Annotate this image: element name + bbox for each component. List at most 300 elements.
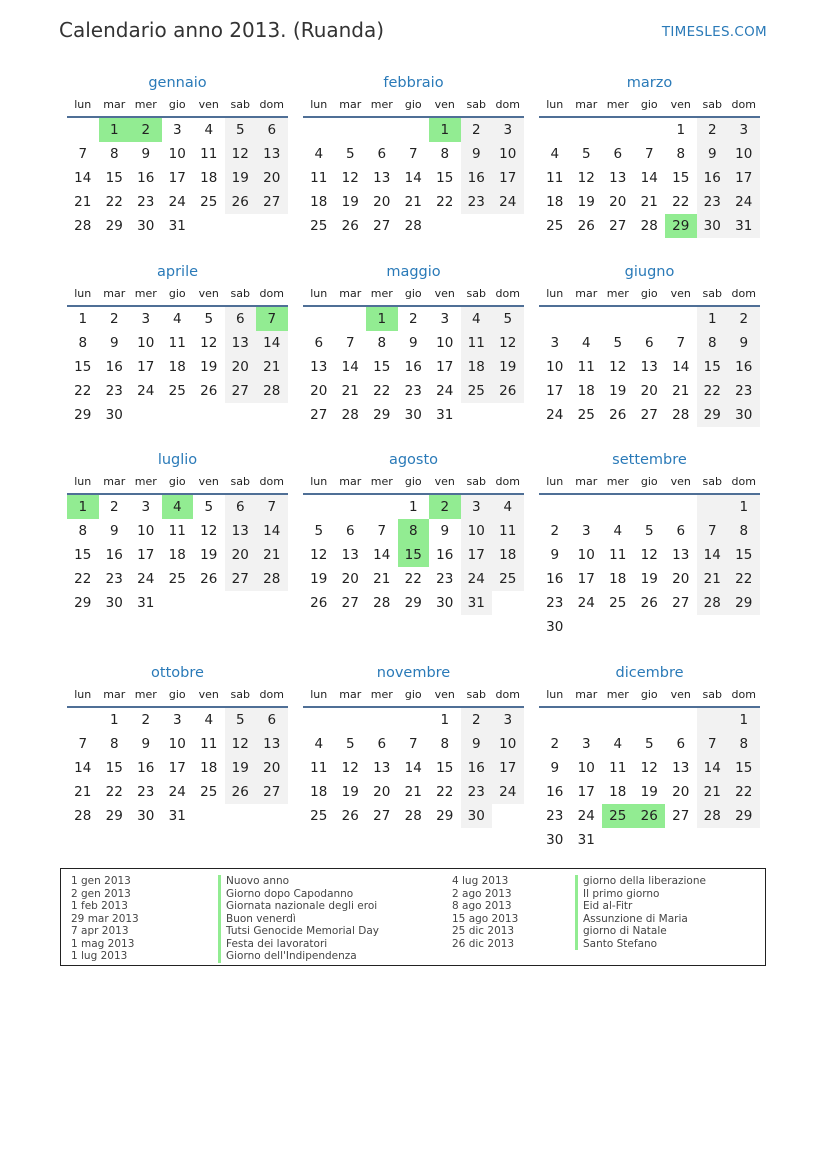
- day-cell: 5: [204, 499, 214, 515]
- day-cell: 26: [225, 190, 257, 214]
- day-cell: 8: [109, 146, 119, 162]
- day-cell: 11: [546, 170, 564, 186]
- day-cell: 26: [200, 571, 218, 587]
- legend-date: 1 lug 2013: [71, 950, 128, 962]
- day-cell: 15: [436, 760, 454, 776]
- day-cell: 4: [613, 736, 623, 752]
- day-cell: 26: [310, 595, 328, 611]
- weekday-label: sab: [702, 287, 722, 300]
- weekday-label: lun: [74, 688, 92, 701]
- day-cell: 13: [310, 359, 328, 375]
- day-cell: 9: [697, 142, 729, 166]
- day-cell: 15: [728, 543, 760, 567]
- weekday-label: mar: [103, 287, 126, 300]
- weekday-label: dom: [495, 98, 520, 111]
- day-cell: 24: [728, 190, 760, 214]
- legend-date: 26 dic 2013: [452, 937, 515, 950]
- day-cell: 2: [550, 736, 560, 752]
- day-cell: 16: [728, 355, 760, 379]
- weekday-header: [67, 471, 288, 495]
- day-cell: 7: [78, 736, 88, 752]
- day-cell: 7: [408, 736, 418, 752]
- day-cell: 22: [105, 784, 123, 800]
- weekday-label: mer: [370, 287, 393, 300]
- day-cell: 16: [137, 170, 155, 186]
- day-cell: 12: [492, 331, 524, 355]
- weekday-label: sab: [702, 98, 722, 111]
- day-grid: [303, 118, 524, 238]
- weekday-header: [539, 471, 760, 495]
- day-cell: 8: [697, 331, 729, 355]
- day-cell: 15: [672, 170, 690, 186]
- day-cell: 6: [613, 146, 623, 162]
- month-febbraio: [303, 72, 524, 238]
- day-cell: 2: [697, 118, 729, 142]
- day-cell: 9: [550, 760, 560, 776]
- weekday-label: lun: [310, 688, 328, 701]
- day-grid: [67, 495, 288, 615]
- weekday-label: gio: [168, 688, 186, 701]
- day-cell: 28: [697, 591, 729, 615]
- day-cell: 21: [256, 543, 288, 567]
- weekday-label: dom: [259, 287, 284, 300]
- day-cell: 11: [492, 519, 524, 543]
- day-cell: 14: [404, 170, 422, 186]
- day-cell: 11: [310, 760, 328, 776]
- day-cell: 13: [341, 547, 359, 563]
- day-cell: 21: [74, 194, 92, 210]
- weekday-header: [303, 471, 524, 495]
- empty-cell: [256, 214, 288, 238]
- empty-cell: [303, 118, 335, 142]
- day-cell: 16: [105, 359, 123, 375]
- legend-holiday-name: Eid al-Fitr: [575, 900, 706, 913]
- day-grid: [67, 708, 288, 828]
- month-agosto: [303, 449, 524, 615]
- weekday-label: mer: [370, 98, 393, 111]
- day-cell: 3: [440, 311, 450, 327]
- day-cell: 20: [341, 571, 359, 587]
- day-cell: 13: [373, 760, 391, 776]
- day-cell: 23: [137, 784, 155, 800]
- weekday-header: [303, 94, 524, 118]
- day-cell: 7: [697, 519, 729, 543]
- day-cell: 26: [200, 383, 218, 399]
- holiday-legend: [60, 868, 766, 966]
- weekday-label: sab: [230, 475, 250, 488]
- day-cell: 28: [74, 808, 92, 824]
- day-cell: 29: [105, 808, 123, 824]
- day-cell: 17: [492, 756, 524, 780]
- day-cell: 27: [225, 379, 257, 403]
- weekday-label: dom: [495, 688, 520, 701]
- day-cell: 23: [546, 808, 564, 824]
- weekday-label: gio: [404, 688, 422, 701]
- day-cell: 8: [440, 736, 450, 752]
- day-cell: 1: [67, 495, 99, 519]
- empty-cell: [602, 708, 634, 732]
- weekday-header: [303, 684, 524, 708]
- brand-link[interactable]: TIMESLES.COM: [661, 24, 767, 40]
- day-cell: 11: [168, 335, 186, 351]
- day-cell: 7: [256, 307, 288, 331]
- empty-cell: [366, 495, 398, 519]
- legend-holiday-name: giorno della liberazione: [575, 875, 706, 888]
- weekday-label: gio: [168, 475, 186, 488]
- weekday-label: lun: [546, 98, 564, 111]
- day-cell: 3: [492, 708, 524, 732]
- day-cell: 28: [74, 218, 92, 234]
- day-cell: 6: [644, 335, 654, 351]
- day-cell: 22: [728, 567, 760, 591]
- weekday-label: mar: [339, 98, 362, 111]
- empty-cell: [492, 591, 524, 615]
- day-cell: 29: [105, 218, 123, 234]
- day-cell: 8: [78, 523, 88, 539]
- empty-cell: [539, 307, 571, 331]
- empty-cell: [130, 403, 162, 427]
- weekday-label: mar: [103, 98, 126, 111]
- weekday-label: mer: [370, 475, 393, 488]
- day-cell: 27: [225, 567, 257, 591]
- day-cell: 4: [162, 495, 194, 519]
- month-aprile: [67, 261, 288, 427]
- day-cell: 10: [168, 146, 186, 162]
- day-cell: 23: [461, 780, 493, 804]
- day-cell: 16: [137, 760, 155, 776]
- weekday-label: mar: [103, 475, 126, 488]
- weekday-label: mar: [339, 287, 362, 300]
- day-cell: 3: [581, 523, 591, 539]
- day-cell: 22: [74, 571, 92, 587]
- empty-cell: [697, 495, 729, 519]
- month-title: agosto: [388, 452, 439, 468]
- day-cell: 14: [373, 547, 391, 563]
- month-title: maggio: [386, 264, 441, 280]
- empty-cell: [634, 708, 666, 732]
- day-grid: [67, 307, 288, 427]
- day-cell: 10: [436, 335, 454, 351]
- day-cell: 4: [204, 122, 214, 138]
- weekday-label: ven: [198, 475, 219, 488]
- day-cell: 9: [408, 335, 418, 351]
- empty-cell: [193, 591, 225, 615]
- day-cell: 30: [436, 595, 454, 611]
- day-cell: 14: [256, 519, 288, 543]
- weekday-label: ven: [434, 98, 455, 111]
- day-cell: 10: [492, 142, 524, 166]
- day-cell: 28: [640, 218, 658, 234]
- weekday-label: ven: [198, 98, 219, 111]
- day-cell: 9: [550, 547, 560, 563]
- day-cell: 16: [461, 756, 493, 780]
- month-title: luglio: [157, 452, 198, 468]
- day-cell: 22: [436, 194, 454, 210]
- weekday-label: sab: [702, 475, 722, 488]
- day-cell: 14: [341, 359, 359, 375]
- day-cell: 28: [404, 218, 422, 234]
- day-cell: 6: [225, 495, 257, 519]
- weekday-label: mer: [606, 98, 629, 111]
- day-cell: 18: [609, 571, 627, 587]
- day-cell: 21: [404, 784, 422, 800]
- day-cell: 29: [74, 407, 92, 423]
- day-cell: 12: [200, 335, 218, 351]
- empty-cell: [539, 708, 571, 732]
- day-cell: 30: [105, 595, 123, 611]
- day-cell: 27: [672, 808, 690, 824]
- day-cell: 14: [74, 760, 92, 776]
- month-title: febbraio: [383, 75, 444, 91]
- day-cell: 5: [225, 708, 257, 732]
- day-cell: 19: [225, 166, 257, 190]
- day-cell: 23: [728, 379, 760, 403]
- day-cell: 3: [141, 311, 151, 327]
- weekday-header: [67, 684, 288, 708]
- weekday-label: ven: [670, 475, 691, 488]
- day-cell: 13: [256, 142, 288, 166]
- day-cell: 17: [137, 547, 155, 563]
- empty-cell: [366, 118, 398, 142]
- day-cell: 26: [577, 218, 595, 234]
- weekday-label: mer: [606, 287, 629, 300]
- day-cell: 21: [640, 194, 658, 210]
- weekday-label: dom: [495, 287, 520, 300]
- day-grid: [303, 495, 524, 615]
- day-cell: 21: [256, 355, 288, 379]
- day-cell: 17: [492, 166, 524, 190]
- month-maggio: [303, 261, 524, 427]
- day-cell: 31: [168, 808, 186, 824]
- day-cell: 20: [373, 194, 391, 210]
- day-cell: 8: [78, 335, 88, 351]
- legend-holiday-name: Giornata nazionale degli eroi: [218, 900, 379, 913]
- legend-names-left: [218, 875, 379, 963]
- empty-cell: [225, 804, 257, 828]
- weekday-label: gio: [168, 98, 186, 111]
- day-cell: 3: [550, 335, 560, 351]
- day-cell: 14: [697, 543, 729, 567]
- day-cell: 11: [461, 331, 493, 355]
- empty-cell: [728, 828, 760, 852]
- weekday-label: mer: [134, 688, 157, 701]
- day-cell: 24: [436, 383, 454, 399]
- day-cell: 11: [200, 146, 218, 162]
- empty-cell: [225, 591, 257, 615]
- day-cell: 30: [404, 407, 422, 423]
- day-cell: 4: [314, 736, 324, 752]
- day-cell: 20: [672, 571, 690, 587]
- day-cell: 22: [373, 383, 391, 399]
- day-cell: 8: [728, 519, 760, 543]
- day-cell: 20: [640, 383, 658, 399]
- day-cell: 25: [492, 567, 524, 591]
- day-cell: 7: [256, 495, 288, 519]
- weekday-label: ven: [434, 287, 455, 300]
- day-cell: 8: [398, 519, 430, 543]
- month-title: gennaio: [148, 75, 207, 91]
- day-cell: 31: [436, 407, 454, 423]
- day-cell: 30: [137, 218, 155, 234]
- day-cell: 11: [168, 523, 186, 539]
- day-cell: 17: [436, 359, 454, 375]
- day-cell: 7: [345, 335, 355, 351]
- day-cell: 6: [676, 523, 686, 539]
- legend-holiday-name: Il primo giorno: [575, 888, 706, 901]
- day-cell: 1: [78, 311, 88, 327]
- day-cell: 25: [577, 407, 595, 423]
- day-cell: 22: [728, 780, 760, 804]
- legend-date: 1 gen 2013: [71, 875, 131, 887]
- day-cell: 18: [200, 170, 218, 186]
- weekday-label: mer: [134, 287, 157, 300]
- day-cell: 16: [697, 166, 729, 190]
- weekday-label: mer: [134, 98, 157, 111]
- empty-cell: [665, 828, 697, 852]
- day-cell: 2: [728, 307, 760, 331]
- legend-holiday-name: Nuovo anno: [218, 875, 379, 888]
- day-cell: 2: [109, 311, 119, 327]
- legend-date: 7 apr 2013: [71, 925, 129, 937]
- day-cell: 15: [436, 170, 454, 186]
- empty-cell: [335, 495, 367, 519]
- empty-cell: [225, 403, 257, 427]
- day-cell: 2: [130, 118, 162, 142]
- empty-cell: [461, 403, 493, 427]
- day-cell: 4: [314, 146, 324, 162]
- day-cell: 20: [256, 166, 288, 190]
- weekday-label: lun: [74, 287, 92, 300]
- day-cell: 29: [728, 804, 760, 828]
- day-cell: 26: [609, 407, 627, 423]
- day-cell: 13: [672, 760, 690, 776]
- day-cell: 28: [697, 804, 729, 828]
- weekday-label: gio: [640, 287, 658, 300]
- day-cell: 27: [609, 218, 627, 234]
- day-cell: 16: [404, 359, 422, 375]
- empty-cell: [602, 615, 634, 639]
- legend-holiday-name: giorno di Natale: [575, 925, 706, 938]
- day-cell: 20: [256, 756, 288, 780]
- day-cell: 10: [492, 732, 524, 756]
- day-cell: 18: [310, 784, 328, 800]
- month-title: ottobre: [151, 665, 204, 681]
- day-cell: 19: [341, 784, 359, 800]
- weekday-label: sab: [466, 475, 486, 488]
- day-cell: 29: [404, 595, 422, 611]
- day-cell: 21: [74, 784, 92, 800]
- empty-cell: [303, 708, 335, 732]
- day-cell: 20: [373, 784, 391, 800]
- day-cell: 16: [436, 547, 454, 563]
- day-cell: 20: [225, 543, 257, 567]
- day-cell: 29: [74, 595, 92, 611]
- weekday-label: dom: [731, 688, 756, 701]
- day-cell: 29: [728, 591, 760, 615]
- legend-dates-left: [71, 875, 139, 963]
- day-cell: 14: [672, 359, 690, 375]
- weekday-label: sab: [230, 98, 250, 111]
- day-cell: 22: [74, 383, 92, 399]
- day-cell: 29: [665, 214, 697, 238]
- day-cell: 8: [728, 732, 760, 756]
- day-cell: 9: [461, 142, 493, 166]
- weekday-header: [539, 684, 760, 708]
- day-cell: 3: [581, 736, 591, 752]
- weekday-label: sab: [230, 688, 250, 701]
- empty-cell: [539, 495, 571, 519]
- day-cell: 26: [225, 780, 257, 804]
- day-cell: 13: [672, 547, 690, 563]
- empty-cell: [193, 403, 225, 427]
- day-cell: 3: [728, 118, 760, 142]
- day-cell: 12: [200, 523, 218, 539]
- month-title: novembre: [376, 665, 451, 681]
- empty-cell: [571, 615, 603, 639]
- day-cell: 12: [640, 547, 658, 563]
- day-cell: 9: [461, 732, 493, 756]
- day-cell: 24: [137, 571, 155, 587]
- day-cell: 30: [137, 808, 155, 824]
- weekday-label: gio: [640, 98, 658, 111]
- day-cell: 17: [577, 571, 595, 587]
- day-cell: 17: [168, 170, 186, 186]
- day-cell: 4: [550, 146, 560, 162]
- day-cell: 1: [440, 712, 450, 728]
- day-cell: 14: [697, 756, 729, 780]
- day-cell: 14: [640, 170, 658, 186]
- day-cell: 21: [341, 383, 359, 399]
- day-cell: 15: [105, 760, 123, 776]
- day-cell: 23: [105, 383, 123, 399]
- day-cell: 25: [609, 595, 627, 611]
- day-grid: [539, 118, 760, 238]
- day-cell: 22: [404, 571, 422, 587]
- weekday-label: lun: [546, 287, 564, 300]
- legend-holiday-name: Festa dei lavoratori: [218, 938, 379, 951]
- empty-cell: [571, 307, 603, 331]
- day-cell: 5: [581, 146, 591, 162]
- day-cell: 25: [310, 218, 328, 234]
- day-cell: 10: [461, 519, 493, 543]
- empty-cell: [634, 828, 666, 852]
- day-cell: 12: [609, 359, 627, 375]
- day-grid: [67, 118, 288, 238]
- empty-cell: [571, 708, 603, 732]
- day-cell: 29: [436, 808, 454, 824]
- legend-date: 25 dic 2013: [452, 925, 515, 937]
- empty-cell: [697, 615, 729, 639]
- weekday-label: mar: [575, 475, 598, 488]
- empty-cell: [665, 495, 697, 519]
- day-cell: 3: [492, 118, 524, 142]
- weekday-label: sab: [466, 98, 486, 111]
- month-title: aprile: [156, 264, 199, 280]
- day-cell: 15: [398, 543, 430, 567]
- page-title: Calendario anno 2013. (Ruanda): [59, 18, 385, 42]
- day-cell: 28: [256, 567, 288, 591]
- empty-cell: [225, 214, 257, 238]
- day-cell: 17: [728, 166, 760, 190]
- day-cell: 5: [644, 736, 654, 752]
- day-cell: 27: [341, 595, 359, 611]
- day-cell: 20: [672, 784, 690, 800]
- month-title: marzo: [626, 75, 673, 91]
- legend-holiday-name: Giorno dell'Indipendenza: [218, 950, 379, 963]
- day-cell: 13: [373, 170, 391, 186]
- day-cell: 27: [672, 595, 690, 611]
- day-cell: 17: [577, 784, 595, 800]
